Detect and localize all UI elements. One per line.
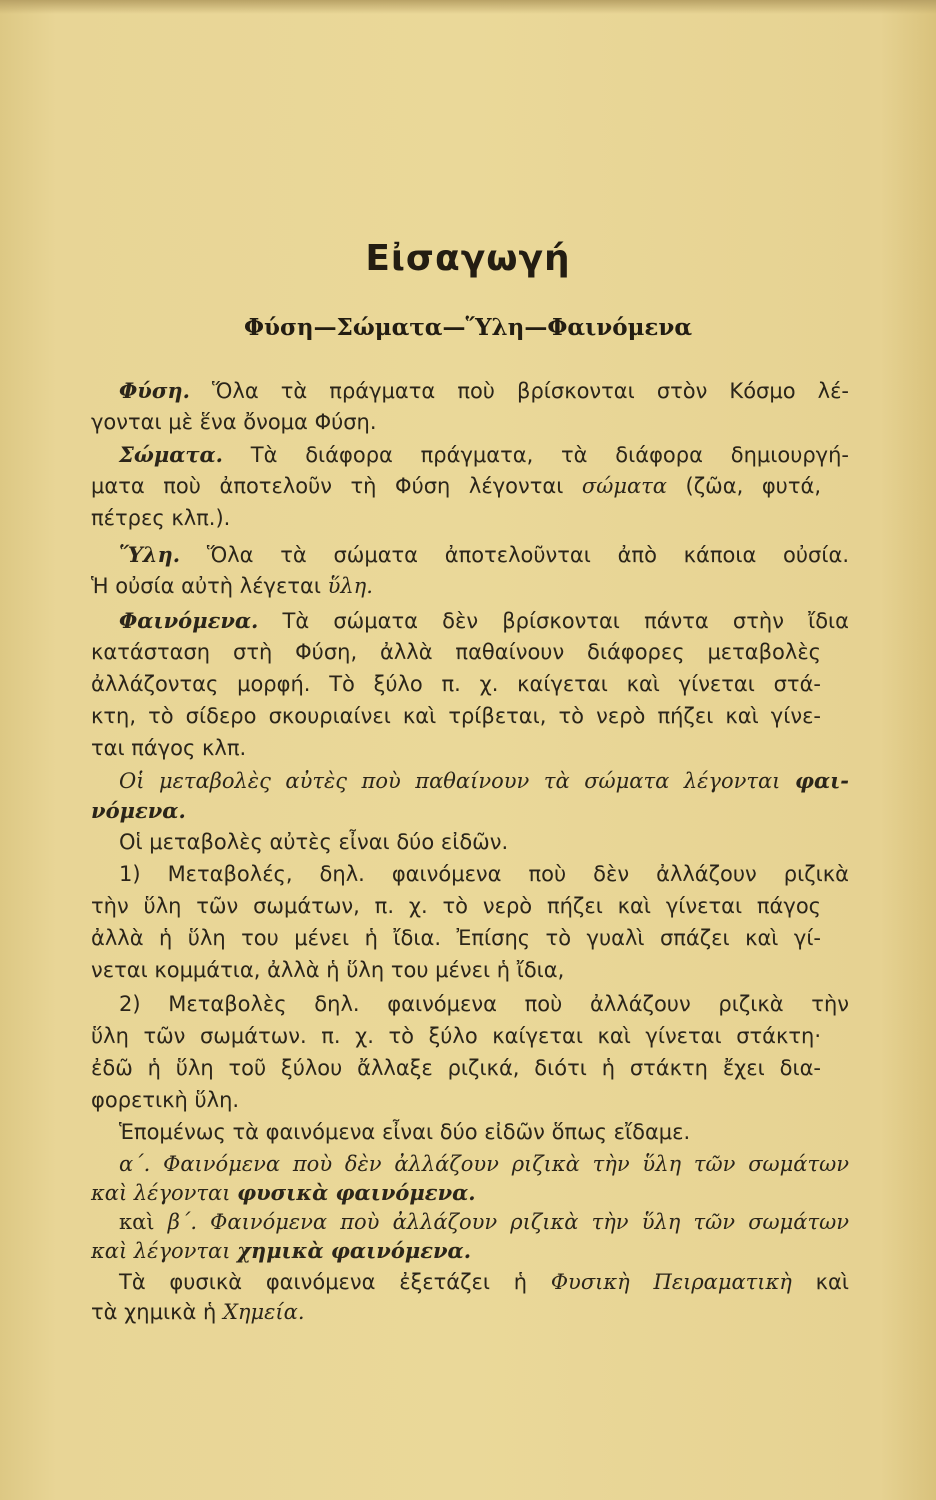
text-line xyxy=(91,1056,821,1080)
text-span: Τὰ σώματα δὲν βρίσκονται πάντα στὴν ἴδια xyxy=(258,609,849,633)
text-span: Τὰ διάφορα πράγματα, τὰ διάφορα δημιουργή- xyxy=(222,443,849,467)
text-span: ἐδῶ ἡ ὕλη τοῦ ξύλου ἄλλαξε ριζικά, διότι ἡ στάκτη ἔχει δια- xyxy=(91,1056,821,1080)
text-line xyxy=(91,574,821,598)
italic-term: σώματα xyxy=(581,474,667,498)
text-span: καὶ xyxy=(119,1210,168,1234)
text-span: Ὅλα τὰ πράγματα ποὺ βρίσκονται στὸν Κόσμο λέ- xyxy=(189,379,849,403)
text-line xyxy=(91,736,821,760)
italic-text: Χημεία. xyxy=(222,1300,305,1324)
text-span: ματα ποὺ ἀποτελοῦν τὴ Φύση λέγονται xyxy=(91,474,582,498)
text-line xyxy=(91,410,821,434)
text-line xyxy=(91,798,821,823)
term-label: χημικὰ φαινόμενα. xyxy=(237,1238,472,1263)
text-line xyxy=(91,1152,849,1176)
term-label: Σώματα. xyxy=(119,442,223,467)
term-label: Φύση. xyxy=(119,378,190,403)
text-span: τὴν ὕλη τῶν σωμάτων, π. χ. τὸ νερὸ πήζει καὶ γίνεται πάγος xyxy=(91,894,821,918)
text-line xyxy=(91,958,821,982)
text-span: ἀλλὰ ἡ ὕλη του μένει ἡ ἴδια. Ἐπίσης τὸ γυαλὶ σπάζει καὶ γί- xyxy=(91,926,821,950)
text-line xyxy=(91,830,849,854)
text-line xyxy=(91,378,849,403)
text-span: ὕλη τῶν σωμάτων. π. χ. τὸ ξύλο καίγεται καὶ γίνεται στάκτη· xyxy=(91,1024,821,1048)
italic-text: καὶ λέγονται xyxy=(91,1181,238,1205)
text-line xyxy=(91,992,849,1016)
text-span: 2) Μεταβολὲς δηλ. φαινόμενα ποὺ ἀλλάζουν ριζικὰ τὴν xyxy=(119,992,849,1016)
italic-term: ὕλη. xyxy=(327,574,373,598)
text-span: φορετικὴ ὕλη. xyxy=(91,1088,240,1112)
text-span: κτη, τὸ σίδερο σκουριαίνει καὶ τρίβεται, τὸ νερὸ πήζει καὶ γίνε- xyxy=(91,704,821,728)
text-span: πέτρες κλπ.). xyxy=(91,506,231,530)
text-span: νεται κομμάτια, ἀλλὰ ἡ ὕλη του μένει ἡ ἴδια, xyxy=(91,958,565,982)
text-span: τὰ χημικὰ ἡ xyxy=(91,1300,223,1324)
text-span: κατάσταση στὴ Φύση, ἀλλὰ παθαίνουν διάφορες μεταβολὲς xyxy=(91,640,821,664)
text-line xyxy=(91,1210,849,1234)
text-line xyxy=(91,542,849,567)
italic-text: Οἱ μεταβολὲς αὐτὲς ποὺ παθαίνουν τὰ σώματα λέγονται xyxy=(119,769,795,793)
text-line xyxy=(91,672,821,696)
text-line xyxy=(91,1088,821,1112)
text-span: καὶ xyxy=(791,1270,849,1294)
text-line xyxy=(91,704,821,728)
text-line xyxy=(91,506,821,530)
text-line xyxy=(91,926,821,950)
italic-text: β΄. Φαινόμενα ποὺ ἀλλάζουν ριζικὰ τὴν ὕλη τῶν σωμάτων xyxy=(167,1210,849,1234)
text-line xyxy=(91,1120,849,1144)
italic-text: καὶ λέγονται xyxy=(91,1239,238,1263)
text-line xyxy=(91,608,849,633)
text-span: Οἱ μεταβολὲς αὐτὲς εἶναι δύο εἰδῶν. xyxy=(119,830,509,854)
text-line xyxy=(91,474,821,498)
text-span: Ὅλα τὰ σώματα ἀποτελοῦνται ἀπὸ κάποια οὐσία. xyxy=(180,543,849,567)
text-line xyxy=(91,1238,821,1263)
page-edge xyxy=(0,0,936,14)
text-span: Ἑπομένως τὰ φαινόμενα εἶναι δύο εἰδῶν ὅπως εἴδαμε. xyxy=(119,1120,691,1144)
page-title: Εἰσαγωγή xyxy=(365,238,571,279)
text-span: ἀλλάζοντας μορφή. Τὸ ξύλο π. χ. καίγεται καὶ γίνεται στά- xyxy=(91,672,821,696)
text-span: Ἡ οὐσία αὐτὴ λέγεται xyxy=(91,574,328,598)
term-label: φαι- xyxy=(794,768,849,793)
text-line xyxy=(91,894,821,918)
text-line xyxy=(91,1180,821,1205)
text-line xyxy=(91,1024,821,1048)
text-span: (ζῶα, φυτά, xyxy=(666,474,821,498)
term-label: Φαινόμενα. xyxy=(119,608,259,633)
text-line xyxy=(91,862,849,886)
text-line xyxy=(91,768,849,793)
section-subtitle: Φύση—Σώματα—Ὕλη—Φαινόμενα xyxy=(243,314,693,341)
text-span: γονται μὲ ἕνα ὄνομα Φύση. xyxy=(91,410,377,434)
term-label: φυσικὰ φαινόμενα. xyxy=(237,1180,476,1205)
text-span: 1) Μεταβολές, δηλ. φαινόμενα ποὺ δὲν ἀλλάζουν ριζικὰ xyxy=(119,862,849,886)
italic-text: Φυσικὴ Πειραματικὴ xyxy=(550,1270,792,1294)
term-label: νόμενα. xyxy=(91,798,186,823)
text-span: Τὰ φυσικὰ φαινόμενα ἐξετάζει ἡ xyxy=(119,1270,551,1294)
text-line xyxy=(91,442,849,467)
italic-text: α΄. Φαινόμενα ποὺ δὲν ἀλλάζουν ριζικὰ τὴν ὕλη τῶν σωμάτων xyxy=(119,1152,849,1176)
text-line xyxy=(91,640,821,664)
text-line xyxy=(91,1270,849,1294)
term-label: Ὕλη. xyxy=(119,542,181,567)
text-span: ται πάγος κλπ. xyxy=(91,736,247,760)
text-line xyxy=(91,1300,821,1324)
